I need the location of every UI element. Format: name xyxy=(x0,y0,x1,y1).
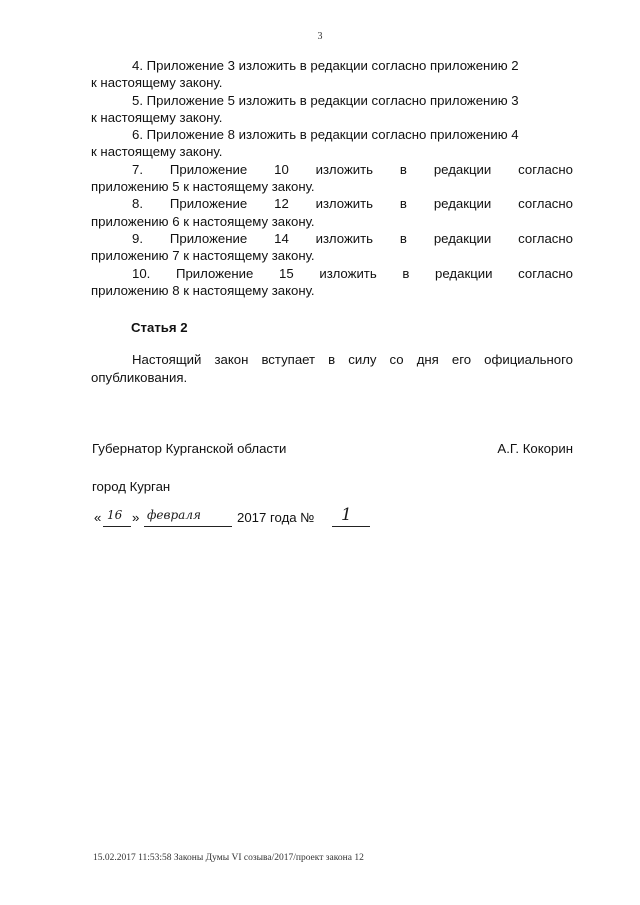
item-line: к настоящему закону. xyxy=(91,75,223,91)
list-item xyxy=(91,92,573,127)
list-item xyxy=(91,230,573,265)
date-line xyxy=(94,505,394,532)
open-quote: « xyxy=(94,510,102,525)
signer-title: Губернатор Курганской области xyxy=(92,441,287,456)
signer-name: А.Г. Кокорин xyxy=(497,441,573,456)
article-heading: Статья 2 xyxy=(131,320,188,335)
item-line: приложению 5 к настоящему закону. xyxy=(91,179,315,195)
item-line: 7. Приложение 10 изложить в редакции согласно xyxy=(132,161,573,177)
item-line: 5. Приложение 5 изложить в редакции согласно приложению 3 xyxy=(132,92,519,108)
item-line: приложению 6 к настоящему закону. xyxy=(91,213,315,229)
article-line: опубликования. xyxy=(91,370,188,385)
item-line: к настоящему закону. xyxy=(91,109,223,125)
year-text: 2017 года № xyxy=(237,510,315,525)
article-line: Настоящий закон вступает в силу со дня его официального xyxy=(132,352,573,367)
handwritten-month: февраля xyxy=(147,508,201,522)
month-underline xyxy=(144,526,232,527)
city: город Курган xyxy=(92,479,171,494)
list-item xyxy=(91,126,573,161)
day-underline xyxy=(103,526,131,527)
item-line: приложению 8 к настоящему закону. xyxy=(91,282,315,298)
item-line: 9. Приложение 14 изложить в редакции согласно xyxy=(132,230,573,246)
amendment-list xyxy=(91,57,573,299)
list-item xyxy=(91,57,573,92)
handwritten-number: 1 xyxy=(341,505,352,525)
list-item xyxy=(91,265,573,300)
item-line: 4. Приложение 3 изложить в редакции согласно приложению 2 xyxy=(132,58,519,73)
article-text xyxy=(91,351,573,387)
list-item xyxy=(91,161,573,196)
footer-meta: 15.02.2017 11:53:58 Законы Думы VI созыва/2017/проект закона 12 xyxy=(93,853,364,863)
handwritten-day: 16 xyxy=(107,508,123,522)
item-line: 10. Приложение 15 изложить в редакции согласно xyxy=(132,265,573,281)
item-line: приложению 7 к настоящему закону. xyxy=(91,248,315,264)
item-line: 6. Приложение 8 изложить в редакции согласно приложению 4 xyxy=(132,127,519,143)
item-line: к настоящему закону. xyxy=(91,144,223,160)
list-item xyxy=(91,195,573,230)
number-underline xyxy=(332,526,370,527)
item-line: 8. Приложение 12 изложить в редакции согласно xyxy=(132,196,573,212)
close-quote: » xyxy=(132,510,140,525)
page-number: 3 xyxy=(317,31,323,42)
